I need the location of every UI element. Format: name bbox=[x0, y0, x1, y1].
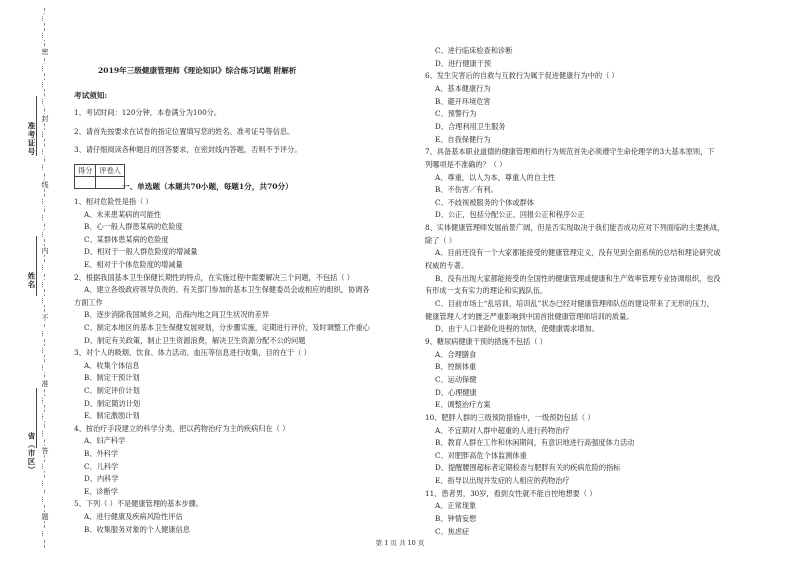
binding-mark: … bbox=[40, 496, 48, 504]
question-stem: 2、根据我国基本卫生保健长期性的特点，在实施过程中需要解决三个问题，不包括（ ） bbox=[74, 272, 354, 282]
binding-mark: … bbox=[40, 297, 48, 305]
notice-heading: 考试须知: bbox=[74, 91, 108, 100]
answer-option: B、逐步消除我国城乡之间，沿海内地之间卫生状况的差异 bbox=[84, 310, 269, 320]
binding-mark: 答 bbox=[41, 446, 49, 454]
answer-option: A、建立各级政府领导负责的、有关部门参加的基本卫生保健委员会或相应的组织，协调各 bbox=[84, 285, 370, 295]
answer-option: E、相对于个体危险度的增减量 bbox=[84, 260, 183, 269]
question-text: 有形成一支有实力的理论和实践队伍。 bbox=[425, 286, 548, 296]
answer-option: C、某群体患某病的危险度 bbox=[84, 234, 169, 244]
answer-option: A、未来患某病的可能性 bbox=[84, 209, 162, 219]
answer-option: D、制定有关政策，制止卫生资源浪费，解决卫生资源分配不公的问题 bbox=[84, 335, 306, 345]
binding-mark: … bbox=[40, 347, 48, 354]
answer-option: D、提醒腰围超标者定期检查与肥胖有关的疾病危险的指标 bbox=[435, 463, 621, 473]
score-cell[interactable] bbox=[75, 177, 96, 189]
question-stem: 8、实体健康管理师发展前景广阔，但是否实现取决于我们能否成功应对下列面临的主要挑战， bbox=[425, 223, 725, 233]
answer-option: A、收集个体信息 bbox=[84, 360, 140, 370]
binding-mark: … bbox=[40, 280, 48, 288]
answer-option: D、进行健康干预 bbox=[435, 58, 492, 68]
answer-option: D、心理健康 bbox=[435, 387, 477, 397]
binding-mark: … bbox=[40, 529, 48, 537]
binding-mark: … bbox=[40, 131, 48, 139]
answer-option: C、预警行为 bbox=[435, 109, 477, 119]
name-label: 姓名 bbox=[27, 272, 36, 289]
binding-mark: … bbox=[40, 430, 48, 437]
score-table bbox=[74, 164, 125, 189]
question-text: 健康管理人才的匮乏严重影响到中国首批健康管理师培训的质量。 bbox=[425, 311, 634, 321]
question-text: 除了（ ） bbox=[425, 235, 457, 245]
grader-label: 评卷人 bbox=[96, 165, 125, 177]
answer-option: B、制定干预计划 bbox=[84, 373, 140, 383]
question-stem: 4、按治疗手段建立的科学分类，把以药物治疗为主的疾病归在（ ） bbox=[74, 423, 290, 433]
score-label: 得分 bbox=[75, 165, 96, 177]
question-text: 列哪项是不准确的？（ ） bbox=[425, 159, 507, 169]
binding-mark: … bbox=[40, 264, 48, 271]
answer-option: B、没有出现大家都能接受的全国性的健康管理或健康和生产效率管理专业协调组织，也没 bbox=[435, 273, 721, 283]
answer-option: A、尊重，以人为本，尊重人的自主性 bbox=[435, 172, 556, 182]
answer-option: E、指导以出现并发症的人相应的药物治疗 bbox=[435, 476, 570, 486]
answer-option: A、正常现象 bbox=[435, 501, 477, 511]
answer-option: C、进行临床检查和诊断 bbox=[435, 46, 513, 55]
answer-option: C、制定评价计划 bbox=[84, 386, 140, 395]
answer-option: E、自我保健行为 bbox=[435, 134, 491, 144]
binding-mark: … bbox=[40, 330, 48, 338]
answer-option: B、避开环境危害 bbox=[435, 96, 491, 106]
binding-mark: … bbox=[40, 214, 48, 222]
notice-item: 3、请仔细阅读各种题目的回答要求，在密封线内答题，否则不予评分。 bbox=[74, 145, 302, 154]
question-stem: 7、具备基本职业道德的健康管理师的行为规范首先必须遵守生命伦理学的3大基本原则，下 bbox=[425, 147, 715, 157]
binding-mark: … bbox=[40, 98, 48, 105]
answer-option: E、调整治疗方案 bbox=[435, 400, 491, 410]
binding-mark: 密 bbox=[41, 48, 49, 56]
answer-option: C、目前市场上“乱培训，培训乱”状态已经对健康管理师队伍的建设带来了无形的压力， bbox=[435, 299, 714, 308]
question-text: 权威的专著。 bbox=[425, 261, 469, 271]
answer-option: E、制定激励计划 bbox=[84, 411, 140, 421]
binding-mark: … bbox=[40, 164, 48, 172]
answer-option: B、教育人群在工作和休闲期间，有意识地进行高强度体力活动 bbox=[435, 438, 635, 448]
answer-option: C、不歧视被服务的个体或群体 bbox=[435, 197, 534, 207]
answer-option: C、制定本地区的基本卫生保健发展规划，分步骤实施，定期进行评价，及时调整工作重心 bbox=[84, 323, 370, 332]
exam-no-label: 准考证号 bbox=[27, 122, 36, 156]
answer-option: D、公正，包括分配公正、回报公正和程序公正 bbox=[435, 210, 585, 220]
answer-option: C、儿科学 bbox=[84, 461, 119, 471]
notice-item: 1、考试时间：120分钟，本卷满分为100分。 bbox=[74, 108, 222, 117]
binding-mark: … bbox=[40, 230, 48, 238]
answer-option: A、基本健康行为 bbox=[435, 83, 491, 93]
question-stem: 1、相对危险性是指（ ） bbox=[74, 197, 153, 206]
answer-option: D、由于人口老龄化进程的加快，使健康需求增加。 bbox=[435, 324, 599, 334]
question-stem: 9、糖尿病健康干预的措施不包括（ ） bbox=[425, 336, 547, 346]
answer-option: A、目前还没有一个大家都能接受的健康管理定义，没有见到全面系统的总结和理论研究或 bbox=[435, 248, 721, 258]
region-label: 省（市区） bbox=[27, 432, 36, 475]
binding-mark: … bbox=[40, 147, 48, 155]
answer-option: B、收集服务对象的个人健康信息 bbox=[84, 524, 190, 534]
page-footer: 第 1 页 共 10 页 bbox=[375, 539, 425, 547]
binding-mark: … bbox=[40, 363, 48, 371]
answer-option: C、运动保健 bbox=[435, 374, 477, 384]
binding-mark: … bbox=[40, 413, 48, 421]
question-stem: 3、对个人的吸烟、饮食、体力活动、血压等信息进行收集，目的在于（ ） bbox=[74, 348, 311, 358]
binding-mark: 不 bbox=[41, 313, 49, 321]
binding-mark: … bbox=[40, 81, 48, 89]
answer-option: D、相对于一般人群危险度的增减量 bbox=[84, 247, 198, 257]
answer-option: D、合理利用卫生服务 bbox=[435, 121, 506, 131]
answer-option: B、心一般人群患某病的危险度 bbox=[84, 222, 183, 232]
question-stem: 11、患者男，30岁，看到女性就不能自控地想要（ ） bbox=[425, 488, 597, 498]
notice-item: 2、请首先按要求在试卷的指定位置填写您的姓名、准考证号等信息。 bbox=[74, 127, 295, 136]
grader-cell[interactable] bbox=[96, 177, 125, 189]
binding-mark: … bbox=[40, 479, 48, 487]
binding-mark: … bbox=[40, 64, 48, 72]
answer-option: C、对肥胖高危个体监测体重 bbox=[435, 450, 527, 460]
page-title: 2019年三级健康管理师《理论知识》综合练习试题 附解析 bbox=[98, 66, 297, 75]
answer-option: A、合理膳食 bbox=[435, 349, 477, 359]
binding-mark: 内 bbox=[41, 247, 49, 255]
answer-option: A、进行健康及疾病风险性评估 bbox=[84, 512, 183, 521]
binding-mark: 题 bbox=[41, 513, 49, 520]
question-text: 方面工作 bbox=[74, 297, 103, 307]
answer-option: A、不宜期对人群中超重的人进行药物治疗 bbox=[435, 425, 570, 435]
answer-option: D、内科学 bbox=[84, 474, 119, 484]
binding-mark: … bbox=[40, 15, 48, 22]
binding-mark: … bbox=[40, 463, 48, 471]
answer-option: B、不伤害／有利。 bbox=[435, 185, 498, 195]
question-stem: 5、下列（ ）不是健康管理的基本步骤。 bbox=[74, 499, 204, 509]
question-stem: 10、肥胖人群的三级预防措施中，一级预防包括（ ） bbox=[425, 412, 595, 422]
answer-option: B、控制体重 bbox=[435, 362, 477, 372]
answer-option: A、妇产科学 bbox=[84, 436, 126, 446]
binding-mark: … bbox=[40, 396, 48, 404]
answer-option: D、制定随访计划 bbox=[84, 398, 141, 408]
answer-option: B、外科学 bbox=[84, 449, 119, 458]
binding-mark: 线 bbox=[41, 181, 49, 188]
question-stem: 6、发生灾害后的自救与互救行为属于促进健康行为中的（ ） bbox=[425, 71, 619, 81]
section-heading: 一、单选题（本题共70小题，每题1分，共70分） bbox=[122, 182, 293, 191]
binding-mark: 封 bbox=[41, 114, 49, 122]
binding-mark: … bbox=[40, 197, 48, 205]
answer-option: E、诊断学 bbox=[84, 486, 118, 496]
binding-mark: … bbox=[40, 31, 48, 39]
answer-option: B、钟情妄想 bbox=[435, 514, 477, 524]
answer-option: C、焦虑症 bbox=[435, 526, 470, 536]
binding-mark: 准 bbox=[41, 380, 49, 388]
